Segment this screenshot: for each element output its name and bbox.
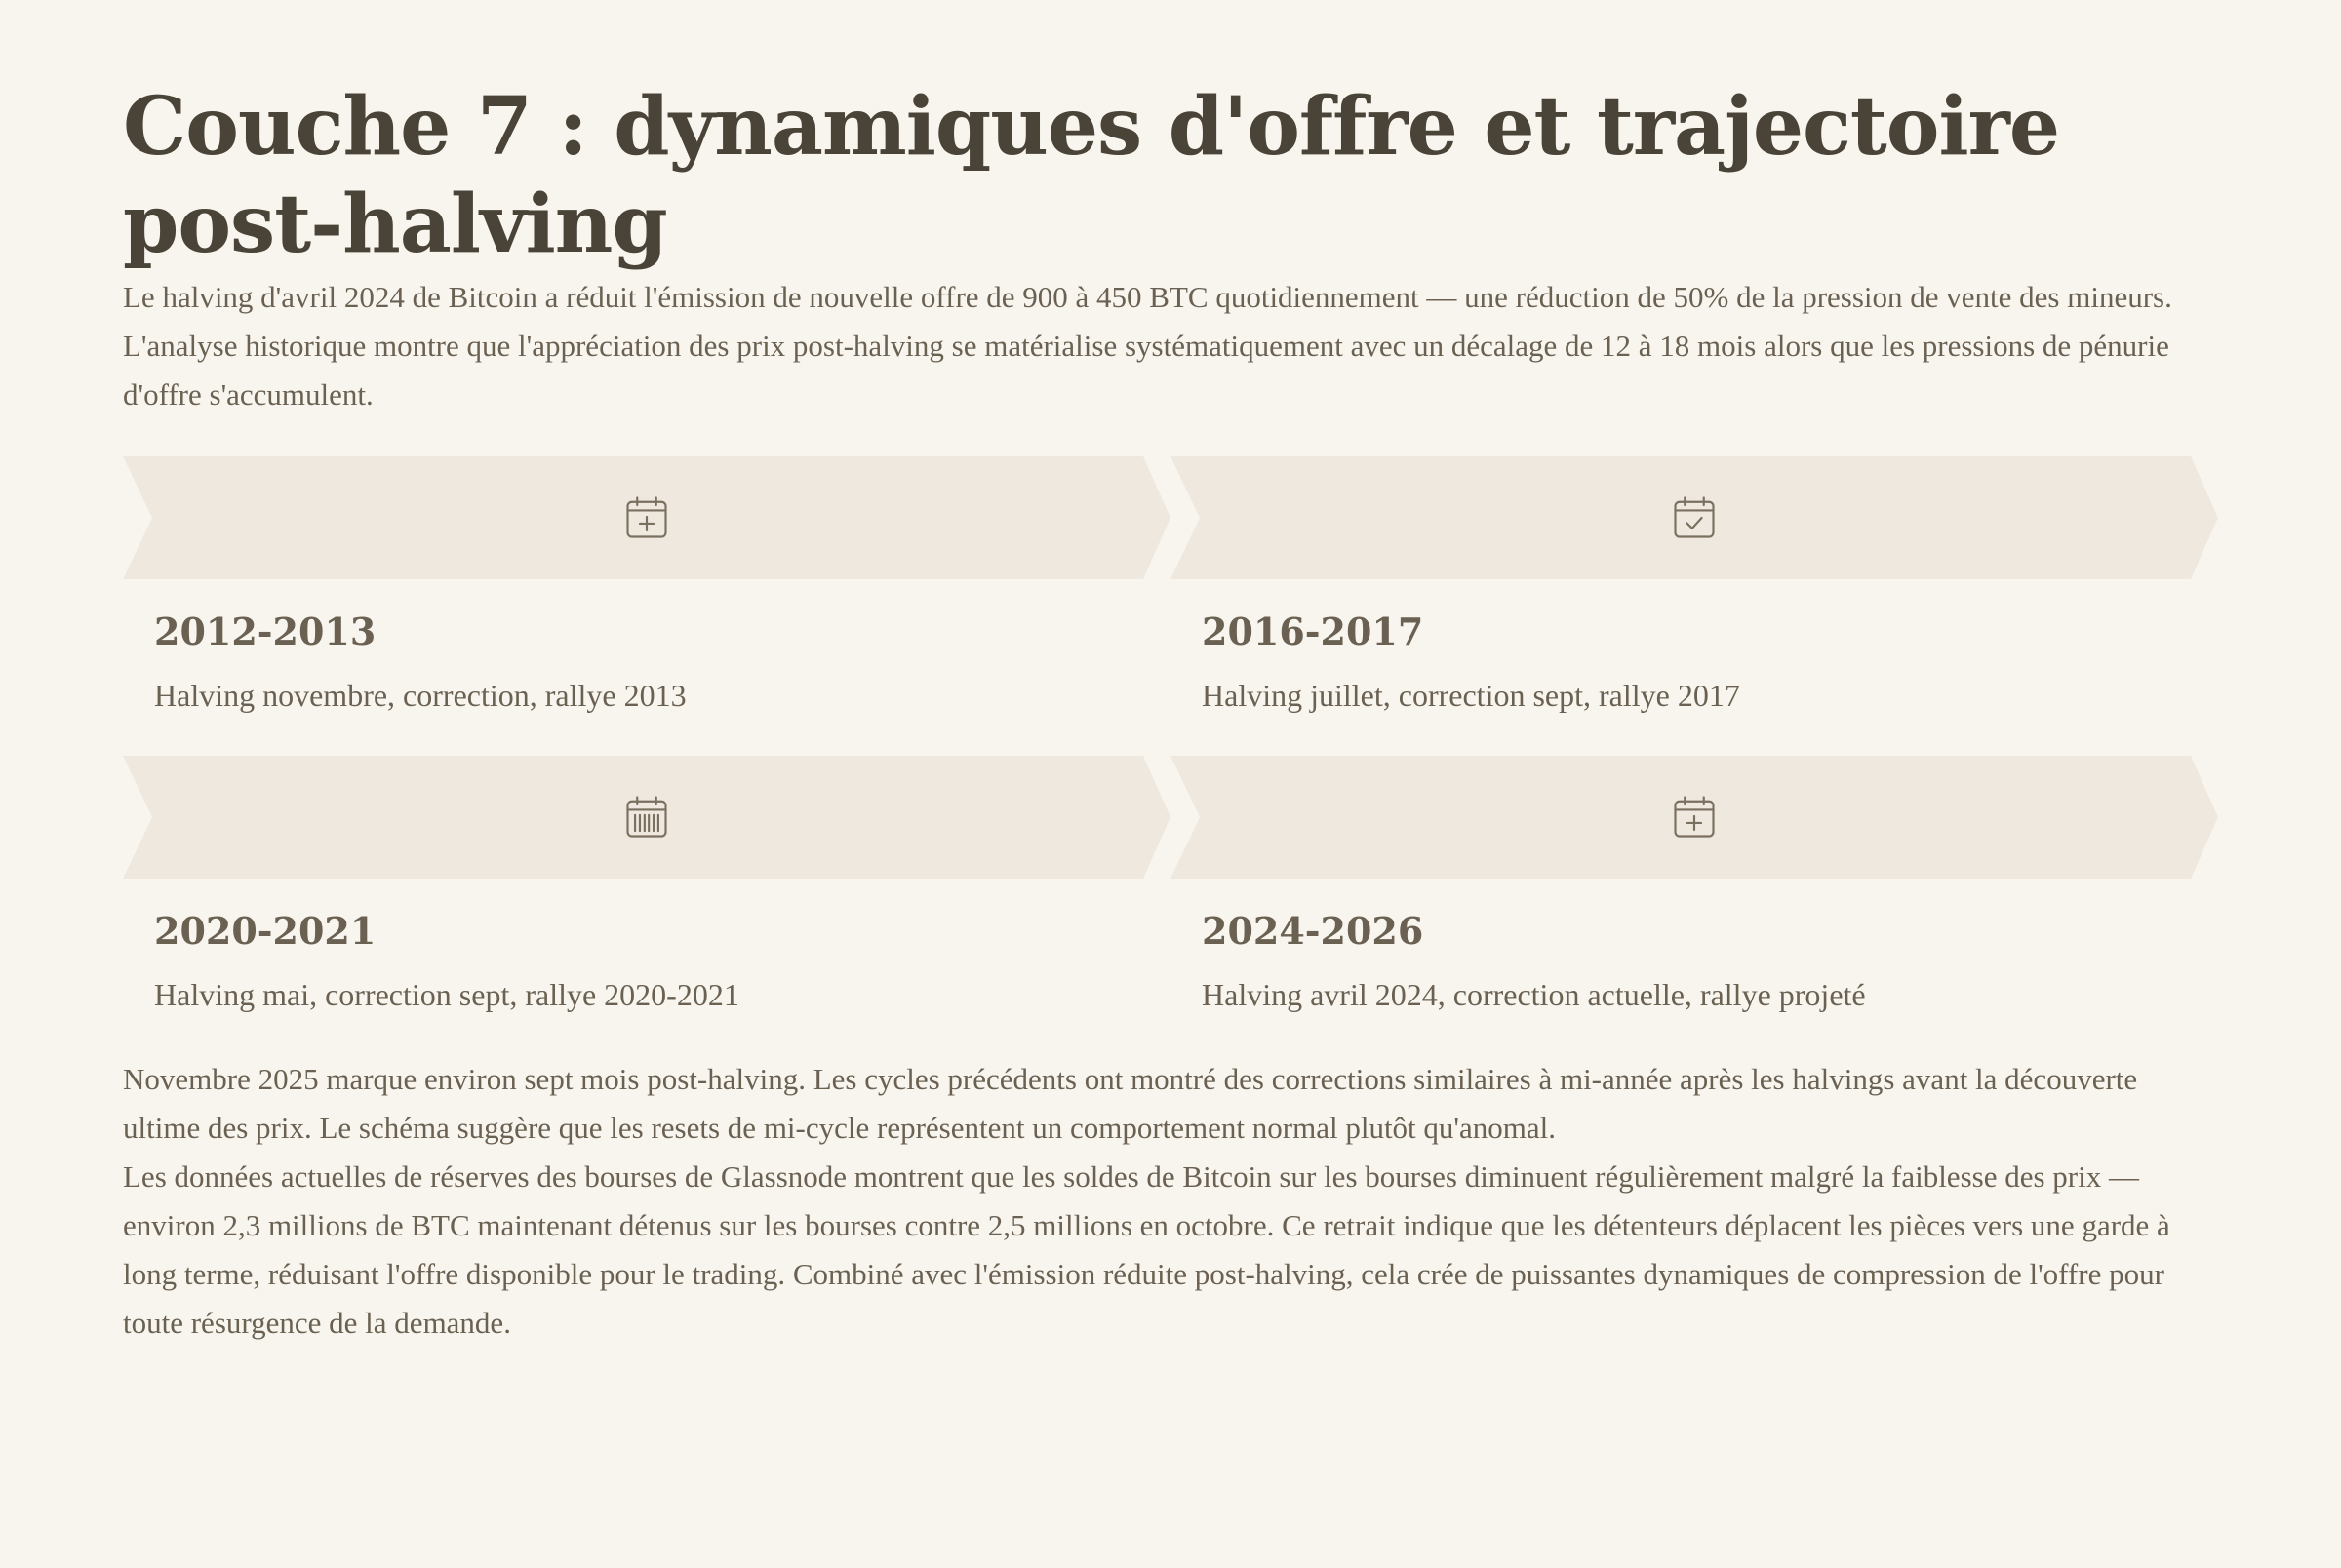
calendar-check-icon <box>1669 492 1720 543</box>
calendar-plus-icon <box>621 492 672 543</box>
exchange-reserves-paragraph: Les données actuelles de réserves des bourses de Glassnode montrent que les soldes de Bitcoin sur les bourses diminuent régulièrement malgré la faiblesse des prix — environ 2,3 millions de BTC maintenant détenus sur les bourses contre 2,5 millions en octobre. Ce retrait indique que les détenteurs déplacent les pièces vers une garde à long terme, réduisant l'offre disponible pour le trading. Combiné avec l'émission réduite post-halving, cela crée de puissantes dynamiques de compression de l'offre pour toute résurgence de la demande. <box>123 1159 2170 1340</box>
cycle-description: Halving avril 2024, correction actuelle, rallye projeté <box>1202 977 1866 1012</box>
cycle-year: 2012-2013 <box>154 609 377 653</box>
cycle-description: Halving mai, correction sept, rallye 2020-2021 <box>154 977 739 1012</box>
cycle-chevron <box>123 456 1170 579</box>
cycle-year: 2020-2021 <box>154 909 377 953</box>
cycle-description: Halving novembre, correction, rallye 2013 <box>154 678 687 713</box>
cycle-description: Halving juillet, correction sept, rallye 2017 <box>1202 678 1740 713</box>
page-title: Couche 7 : dynamiques d'offre et trajectoire post-halving <box>123 80 2060 271</box>
calendar-range-icon <box>621 792 672 843</box>
post-halving-paragraph: Novembre 2025 marque environ sept mois post-halving. Les cycles précédents ont montré des corrections similaires à mi-année après les halvings avant la découverte ultime des prix. Le schéma suggère que les resets de mi-cycle représentent un comportement normal plutôt qu'anomal. <box>123 1062 2138 1145</box>
cycle-step-2024 <box>1170 756 2218 1055</box>
cycle-chevron <box>1170 756 2218 879</box>
halving-cycles-grid <box>123 456 2218 1055</box>
intro-paragraph: Le halving d'avril 2024 de Bitcoin a réduit l'émission de nouvelle offre de 900 à 450 BTC quotidiennement — une réduction de 50% de la pression de vente des mineurs. L'analyse historique montre que l'appréciation des prix post-halving se matérialise systématiquement avec un décalage de 12 à 18 mois alors que les pressions de pénurie d'offre s'accumulent. <box>123 280 2172 412</box>
calendar-plus-icon <box>1669 792 1720 843</box>
cycle-chevron <box>123 756 1170 879</box>
cycle-step-2020 <box>123 756 1170 1055</box>
cycle-step-2016 <box>1170 456 2218 756</box>
cycle-chevron <box>1170 456 2218 579</box>
cycle-year: 2024-2026 <box>1202 909 1424 953</box>
cycle-step-2012 <box>123 456 1170 756</box>
cycle-year: 2016-2017 <box>1202 609 1424 653</box>
